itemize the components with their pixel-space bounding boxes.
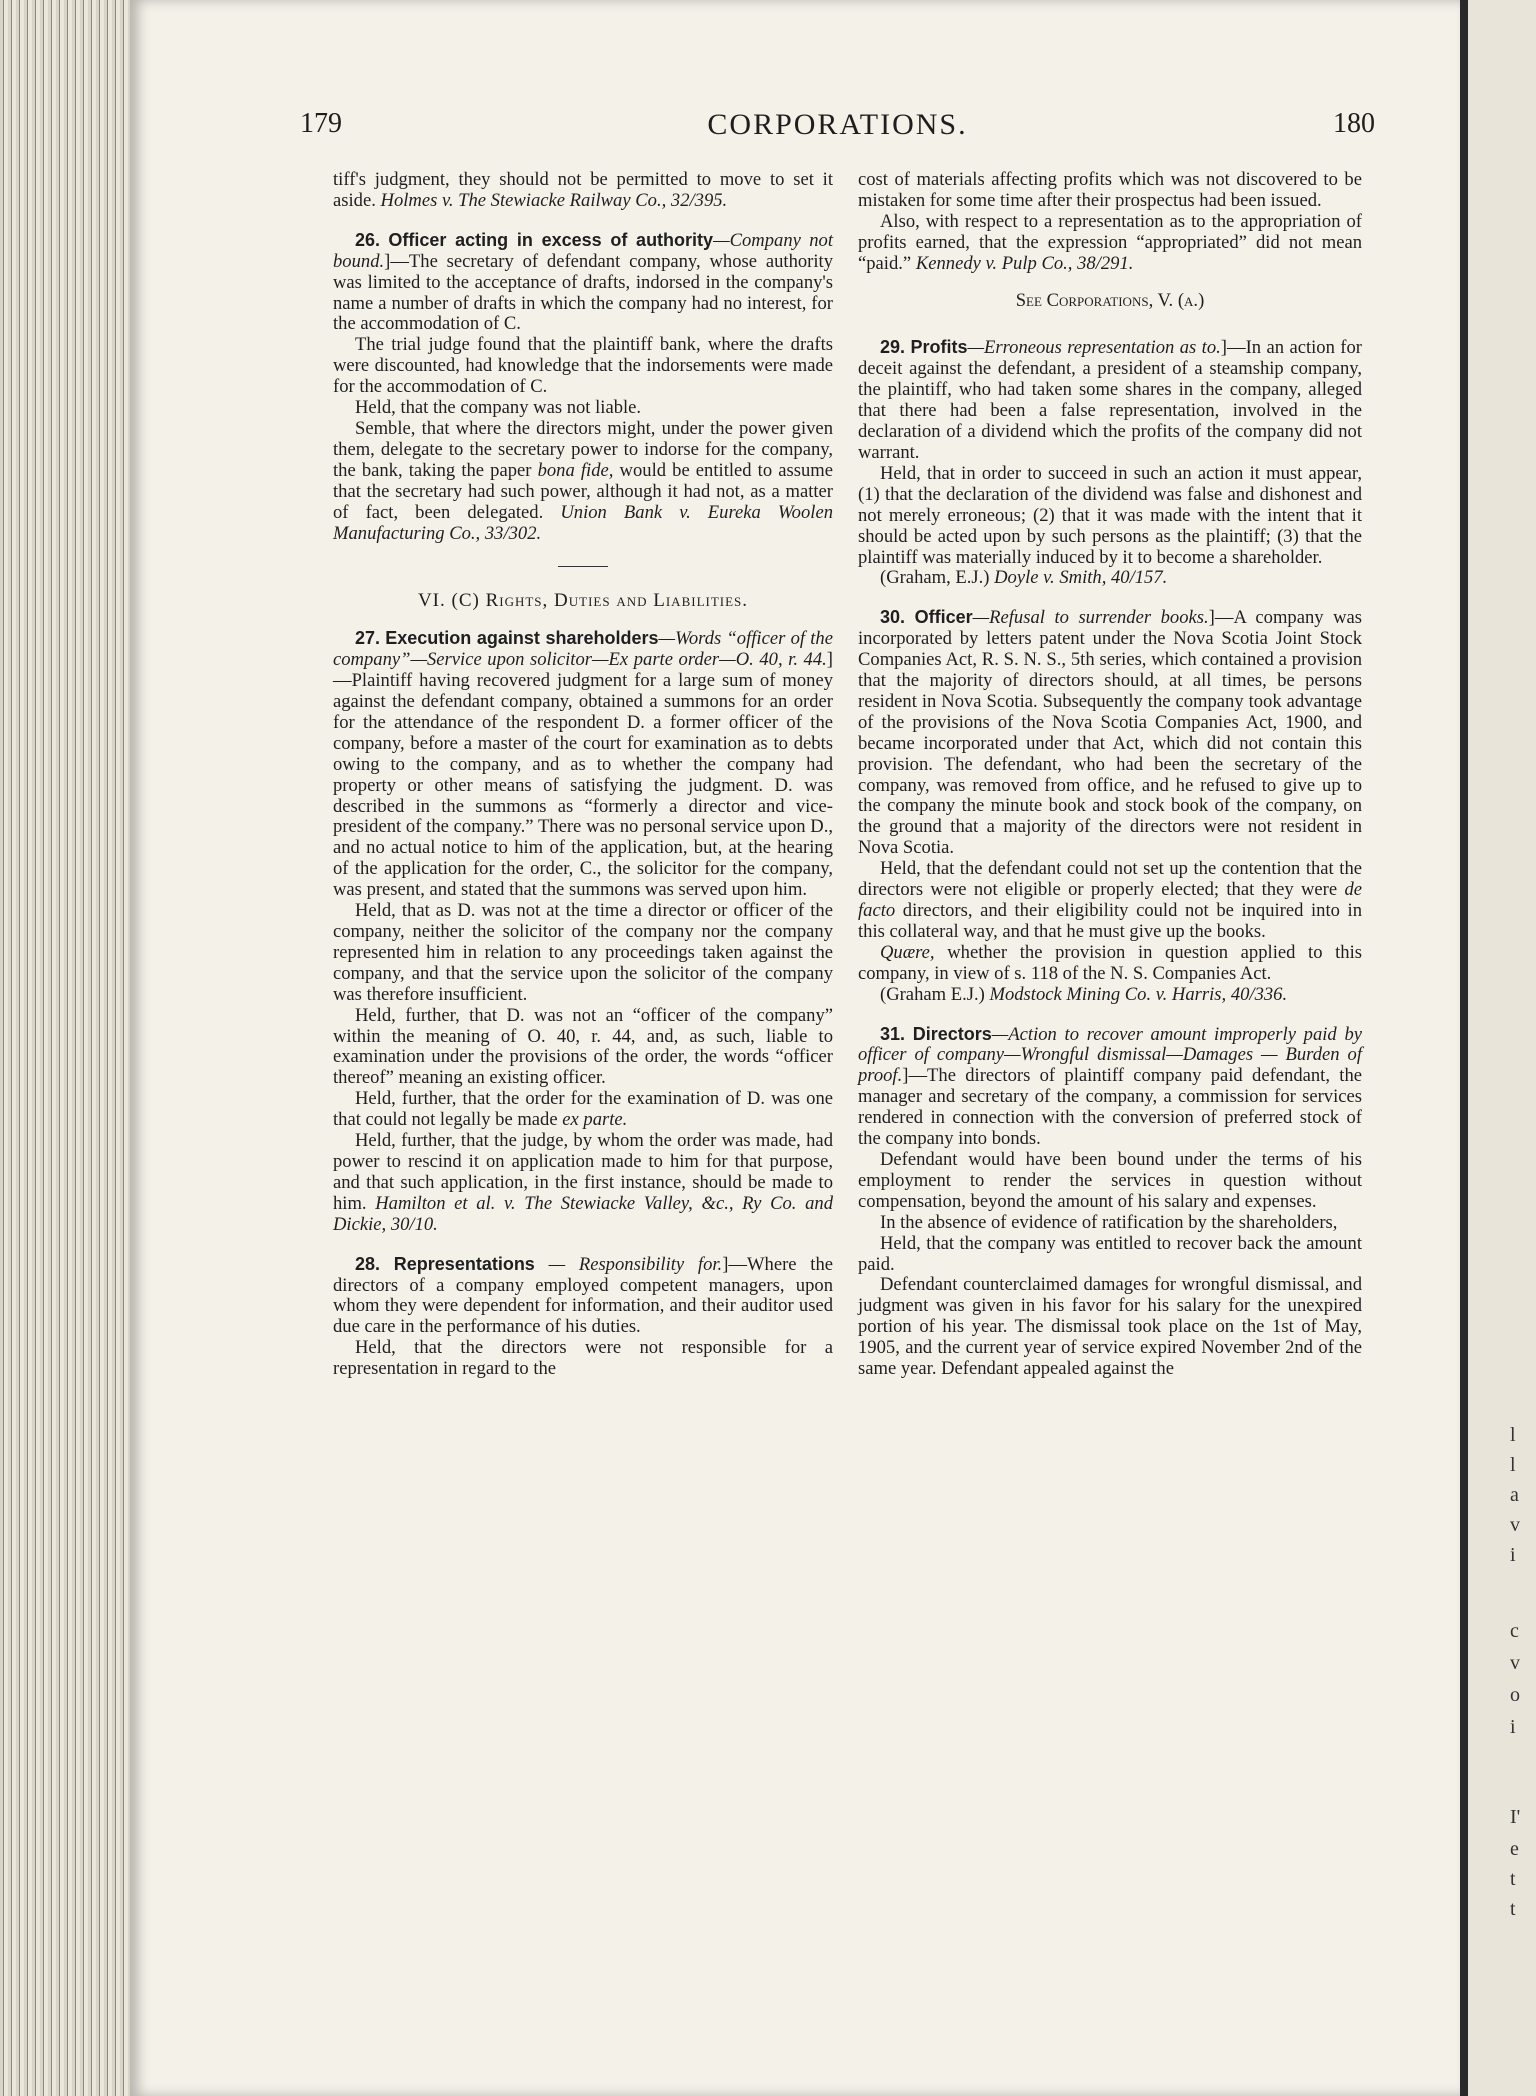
- divider-rule: [558, 566, 608, 567]
- entry-subheading: —Company not bound.: [333, 229, 833, 272]
- held-paragraph: Held, further, that D. was not an “officer of the company” within the meaning of O. 40, r. 44, and, as such, liable to examination under the provisions of the order, the words “officer thereof” meaning an existing officer.: [333, 1004, 833, 1089]
- entry-29: 29. Profits—Erroneous representation as to.]—In an action for deceit against the defendant, a president of a steamship company, the plaintiff, who had taken some shares in the company, alleged that there had been a false representation, involved in the declaration of a dividend which the profits of the company did not warrant.: [858, 337, 1362, 463]
- case-citation: Holmes v. The Stewiacke Railway Co., 32/395.: [380, 189, 728, 211]
- entry-number: 27.: [355, 628, 381, 649]
- paragraph: Quære, whether the provision in question applied to this company, in view of s. 118 of the N. S. Companies Act.: [858, 941, 1362, 984]
- section-heading: VI. (C) Rights, Duties and Liabilities.: [417, 590, 749, 612]
- entry-heading: Directors: [912, 1023, 992, 1044]
- right-column: [858, 170, 1362, 1380]
- entry-subheading: — Responsibility for.: [534, 1253, 723, 1275]
- held-paragraph: Held, that the company was not liable.: [355, 397, 642, 419]
- entry-number: 31.: [880, 1023, 906, 1044]
- paragraph: The trial judge found that the plaintiff bank, where the drafts were discounted, had knowledge that the indorsements were made for the accommodation of C.: [333, 334, 833, 398]
- case-citation: Union Bank v. Eureka Woolen Manufacturing Co., 33/302.: [333, 501, 833, 544]
- margin-fragment: t: [1510, 1898, 1516, 1920]
- entry-heading: Officer: [914, 607, 973, 628]
- entry-number: 26.: [355, 229, 381, 250]
- margin-fragment: i: [1510, 1544, 1516, 1566]
- case-citation: Doyle v. Smith, 40/157.: [994, 567, 1168, 589]
- margin-fragment: l: [1510, 1454, 1516, 1476]
- held-paragraph: Held, that the company was entitled to recover back the amount paid.: [858, 1232, 1362, 1275]
- citation-line: (Graham, E.J.) Doyle v. Smith, 40/157.: [880, 567, 1168, 589]
- entry-27: 27. Execution against shareholders—Words “officer of the company”—Service upon solicitor—Ex parte order—O. 40, r. 44.]—Plaintiff having recovered judgment for a large sum of money against the defendant company, obtained a summons for an order for the attendance of the respondent D. a former officer of the company, before a master of the court for examination as to debts owing to the company, and as to whether the company had property or other means of satisfying the judgment. D. was described in the summons as “formerly a director and vice-president of the company.” There was no personal service upon D., and no actual notice to him of the application, but, at the hearing of the application for the order, C., the solicitor for the company, was present, and stated that the summons was served upon him.: [333, 628, 833, 901]
- paragraph: tiff's judgment, they should not be permitted to move to set it aside. Holmes v. The Stewiacke Railway Co., 32/395.: [333, 169, 833, 211]
- entry-number: 29.: [880, 337, 906, 358]
- entry-subheading: —Action to recover amount improperly paid by officer of company—Wrongful dismissal—Damages — Burden of proof.: [858, 1023, 1362, 1087]
- margin-fragment: l: [1510, 1424, 1516, 1446]
- entry-number: 28.: [355, 1253, 381, 1274]
- entry-30: 30. Officer—Refusal to surrender books.]—A company was incorporated by letters patent under the Nova Scotia Joint Stock Companies Act, R. S. N. S., 5th series, which contained a provision that the majority of directors should, at all times, be persons resident in Nova Scotia. Subsequently the company took advantage of the provisions of the Nova Scotia Companies Act, 1900, and became incorporated under that Act, which did not contain this provision. The defendant, who had been the secretary of the company, was removed from office, and he refused to give up to the company the minute book and stock book of the company, on the ground that a majority of the directors were not resident in Nova Scotia.: [858, 607, 1362, 859]
- case-citation: Kennedy v. Pulp Co., 38/291.: [915, 252, 1134, 274]
- held-paragraph: Held, further, that the judge, by whom the order was made, had power to rescind it on application made to him for that purpose, and that such application, in the first instance, should be made to him. Hamilton et al. v. The Stewiacke Valley, &c., Ry Co. and Dickie, 30/10.: [333, 1130, 833, 1235]
- held-paragraph: Held, that in order to succeed in such an action it must appear, (1) that the declaration of the dividend was false and dishonest and not merely erroneous; (2) that it was made with the intent that it should be acted upon by such persons as the plaintiff; (3) that the plaintiff was materially induced by it to become a shareholder.: [858, 462, 1362, 568]
- entry-heading: Representations: [393, 1253, 535, 1274]
- entry-28: 28. Representations — Responsibility for.]—Where the directors of a company employed competent managers, upon whom they were dependent for information, and their auditor used due care in the performance of his duties.: [333, 1253, 833, 1338]
- citation-line: (Graham E.J.) Modstock Mining Co. v. Harris, 40/336.: [880, 983, 1288, 1005]
- left-column: [333, 170, 833, 1380]
- entry-heading: Execution against shareholders: [385, 628, 659, 649]
- entry-subheading: —Refusal to surrender books.: [972, 607, 1209, 629]
- margin-fragment: v: [1510, 1652, 1520, 1674]
- entry-31: 31. Directors—Action to recover amount improperly paid by officer of company—Wrongful dismissal—Damages — Burden of proof.]—The directors of plaintiff company paid defendant, the manager and secretary of the company, a commission for services rendered in connection with the conversion of preferred stock of the company into bonds.: [858, 1023, 1362, 1150]
- case-citation: Modstock Mining Co. v. Harris, 40/336.: [989, 983, 1288, 1005]
- cross-reference: See Corporations, V. (a.): [1015, 289, 1205, 311]
- margin-fragment: o: [1510, 1684, 1520, 1706]
- running-header: [300, 108, 1375, 148]
- paragraph: Semble, that where the directors might, under the power given them, delegate to the secretary power to indorse for the company, the bank, taking the paper bona fide, would be entitled to assume that the secretary had such power, although it had not, as a matter of fact, been delegated. Union Bank v. Eureka Woolen Manufacturing Co., 33/302.: [333, 417, 834, 544]
- book-page-edges: [0, 0, 150, 2096]
- held-paragraph: Held, that the directors were not responsible for a representation in regard to the: [333, 1337, 833, 1380]
- margin-fragment: e: [1510, 1838, 1519, 1860]
- page-number-left: 179: [300, 108, 342, 139]
- margin-fragment: I': [1510, 1806, 1521, 1828]
- paragraph: In the absence of evidence of ratification by the shareholders,: [880, 1211, 1338, 1233]
- held-paragraph: Held, that as D. was not at the time a director or officer of the company, neither the solicitor of the company nor the company represented him in relation to any proceedings taken against the company, and that the service upon the solicitor of the company was therefore insufficient.: [333, 900, 833, 1005]
- next-page-strip: [1460, 0, 1536, 2096]
- paragraph: Also, with respect to a representation as to the appropriation of profits earned, that the expression “appropriated” did not mean “paid.” Kennedy v. Pulp Co., 38/291.: [858, 210, 1362, 274]
- held-paragraph: Held, that the defendant could not set up the contention that the directors were not eligible or properly elected; that they were de facto directors, and their eligibility could not be inquired into in this collateral way, and that he must give up the books.: [858, 858, 1362, 942]
- entry-number: 30.: [880, 607, 906, 628]
- margin-fragment: a: [1510, 1484, 1519, 1506]
- entry-heading: Profits: [910, 337, 968, 358]
- paragraph: Defendant would have been bound under the terms of his employment to render the services in question without compensation, beyond the amount of his salary and expenses.: [858, 1148, 1362, 1212]
- case-citation: Hamilton et al. v. The Stewiacke Valley, &c., Ry Co. and Dickie, 30/10.: [333, 1192, 833, 1235]
- entry-subheading: —Words “officer of the company”—Service upon solicitor—Ex parte order—O. 40, r. 44.: [333, 628, 833, 671]
- paragraph: Defendant counterclaimed damages for wrongful dismissal, and judgment was given in his favor for his salary for the unexpired portion of his year. The dismissal took place on the 1st of May, 1905, and the current year of service expired November 2nd of the same year. Defendant appealed against the: [858, 1274, 1362, 1380]
- entry-26: 26. Officer acting in excess of authority—Company not bound.]—The secretary of defendant company, whose authority was limited to the acceptance of drafts, indorsed in the company's name a number of drafts in which the company had no interest, for the accommodation of C.: [333, 229, 833, 335]
- paragraph: cost of materials affecting profits which was not discovered to be mistaken for some time after their prospectus had been issued.: [858, 169, 1362, 211]
- held-paragraph: Held, further, that the order for the examination of D. was one that could not legally be made ex parte.: [333, 1088, 833, 1131]
- margin-fragment: i: [1510, 1716, 1516, 1738]
- margin-fragment: c: [1510, 1620, 1519, 1642]
- entry-heading: Officer acting in excess of authority: [388, 229, 714, 250]
- running-title: CORPORATIONS.: [707, 108, 968, 141]
- page-number-right: 180: [1333, 108, 1375, 139]
- margin-fragment: t: [1510, 1868, 1516, 1890]
- margin-fragment: v: [1510, 1514, 1520, 1536]
- entry-subheading: —Erroneous representation as to.: [967, 337, 1221, 359]
